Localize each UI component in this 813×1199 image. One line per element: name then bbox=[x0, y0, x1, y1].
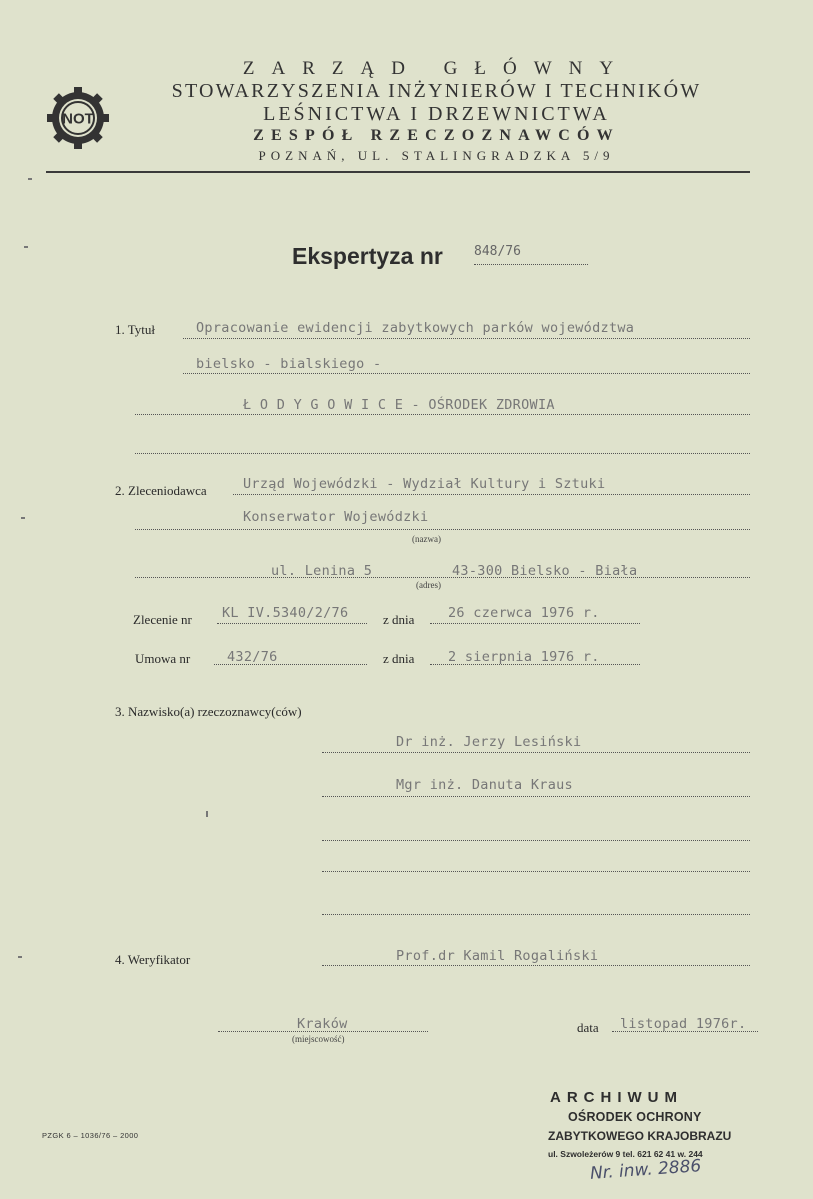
dotted-line bbox=[430, 623, 640, 624]
document-title: Ekspertyza nr bbox=[292, 243, 443, 269]
document-number: 848/76 bbox=[474, 244, 521, 259]
contract-number: 432/76 bbox=[227, 649, 278, 665]
expert-2: Mgr inż. Danuta Kraus bbox=[396, 777, 573, 793]
dotted-line bbox=[322, 796, 750, 797]
dotted-line bbox=[214, 664, 367, 665]
margin-mark bbox=[28, 178, 32, 180]
dotted-line bbox=[322, 914, 750, 915]
contract-date: 2 sierpnia 1976 r. bbox=[448, 649, 600, 665]
header-line-1: ZARZĄD GŁÓWNY bbox=[242, 58, 631, 79]
place-value: Kraków bbox=[297, 1016, 348, 1032]
stamp-line-4: ul. Szwoleżerów 9 tel. 621 62 41 w. 244 bbox=[548, 1149, 703, 1159]
inventory-number-handwritten: Nr. inw. 2886 bbox=[589, 1156, 702, 1184]
date-value: listopad 1976r. bbox=[620, 1016, 747, 1032]
svg-text:NOT: NOT bbox=[62, 110, 94, 128]
dotted-line bbox=[474, 264, 588, 265]
address-street: ul. Lenina 5 bbox=[271, 563, 373, 579]
expert-1: Dr inż. Jerzy Lesiński bbox=[396, 734, 582, 750]
header-line-3: LEŚNICTWA I DRZEWNICTWA bbox=[263, 103, 610, 125]
verifier-name: Prof.dr Kamil Rogaliński bbox=[396, 948, 599, 964]
contract-date-label: z dnia bbox=[383, 651, 415, 666]
margin-mark bbox=[24, 246, 28, 248]
client-line-2: Konserwator Wojewódzki bbox=[243, 509, 429, 525]
stamp-line-3: ZABYTKOWEGO KRAJOBRAZU bbox=[548, 1129, 732, 1143]
title-line-3: Ł O D Y G O W I C E - OŚRODEK ZDROWIA bbox=[243, 397, 555, 413]
dotted-line bbox=[183, 338, 750, 339]
margin-mark bbox=[206, 811, 208, 817]
caption-name: (nazwa) bbox=[412, 534, 441, 544]
header-address: POZNAŃ, UL. STALINGRADZKA 5/9 bbox=[258, 148, 615, 163]
title-line-1: Opracowanie ewidencji zabytkowych parków województwa bbox=[196, 320, 635, 336]
order-date-label: z dnia bbox=[383, 612, 415, 627]
section-1-label: 1. Tytuł bbox=[115, 322, 156, 337]
place-caption: (miejscowość) bbox=[292, 1034, 345, 1044]
dotted-line bbox=[612, 1031, 758, 1032]
order-date: 26 czerwca 1976 r. bbox=[448, 605, 600, 621]
order-label: Zlecenie nr bbox=[133, 612, 192, 627]
date-label: data bbox=[577, 1020, 599, 1035]
dotted-line bbox=[322, 752, 750, 753]
contract-label: Umowa nr bbox=[135, 651, 191, 666]
caption-address: (adres) bbox=[416, 580, 441, 590]
section-2-label: 2. Zleceniodawca bbox=[115, 483, 207, 498]
client-line-1: Urząd Wojewódzki - Wydział Kultury i Sztuki bbox=[243, 476, 606, 492]
dotted-line bbox=[217, 623, 367, 624]
header-line-4: ZESPÓŁ RZECZOZNAWCÓW bbox=[253, 127, 620, 144]
header-rule bbox=[46, 171, 750, 173]
stamp-line-2: OŚRODEK OCHRONY bbox=[568, 1110, 702, 1124]
address-city: 43-300 Bielsko - Biała bbox=[452, 563, 638, 579]
section-4-label: 4. Weryfikator bbox=[115, 952, 191, 967]
section-3-label: 3. Nazwisko(a) rzeczoznawcy(ców) bbox=[115, 704, 302, 719]
dotted-line bbox=[322, 965, 750, 966]
dotted-line bbox=[218, 1031, 428, 1032]
print-code: PZGK 6 – 1036/76 – 2000 bbox=[42, 1131, 139, 1140]
dotted-line bbox=[183, 373, 750, 374]
header-line-2: STOWARZYSZENIA INŻYNIERÓW I TECHNIKÓW bbox=[171, 80, 702, 102]
dotted-line bbox=[322, 871, 750, 872]
stamp-line-1: ARCHIWUM bbox=[550, 1089, 683, 1106]
title-line-2: bielsko - bialskiego - bbox=[196, 356, 382, 372]
dotted-line bbox=[135, 453, 750, 454]
margin-mark bbox=[18, 956, 22, 958]
margin-mark bbox=[21, 517, 25, 519]
dotted-line bbox=[233, 494, 750, 495]
dotted-line bbox=[430, 664, 640, 665]
dotted-line bbox=[322, 840, 750, 841]
order-number: KL IV.5340/2/76 bbox=[222, 605, 349, 621]
dotted-line bbox=[135, 414, 750, 415]
dotted-line bbox=[135, 529, 750, 530]
dotted-line bbox=[135, 577, 750, 578]
